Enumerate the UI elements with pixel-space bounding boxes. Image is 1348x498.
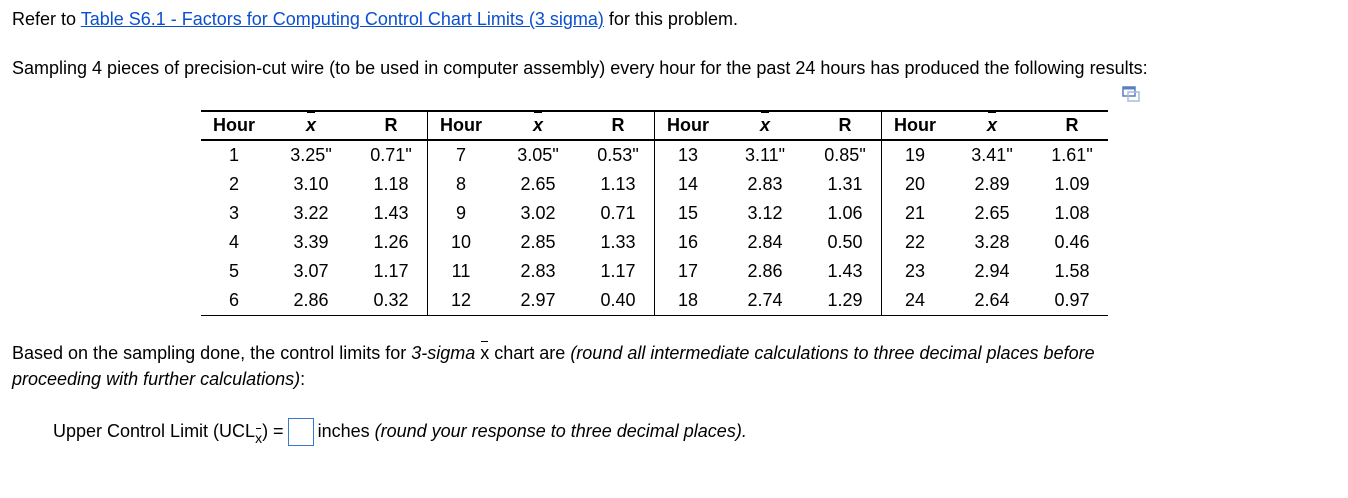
- table-cell: 17: [655, 257, 722, 286]
- table-cell: 2.94: [974, 261, 1010, 281]
- table-cell: 2: [228, 174, 239, 194]
- table-cell: 2.97: [494, 286, 582, 316]
- table-cell: 14: [655, 170, 722, 199]
- table-cell: 1.29: [809, 286, 882, 316]
- ucl-label: Upper Control Limit (UCL: [53, 420, 256, 441]
- table-cell: 3.10: [293, 174, 329, 194]
- table-cell: 20: [882, 170, 949, 199]
- table-cell: 3.25": [290, 145, 332, 165]
- column-header-hour: Hour: [201, 111, 267, 140]
- table-cell: 2.85: [520, 232, 556, 252]
- table-cell: 22: [882, 228, 949, 257]
- table-cell: 10: [428, 228, 495, 257]
- column-header-hour: Hour: [882, 111, 949, 140]
- table-cell: 2.83: [520, 261, 556, 281]
- table-cell: 1.43: [373, 203, 409, 223]
- table-cell: 1.08: [1054, 203, 1090, 223]
- table-cell: 1.26: [373, 232, 409, 252]
- table-cell: 8: [428, 170, 495, 199]
- table-cell: 4: [228, 232, 239, 252]
- ucl-row: Upper Control Limit (UCLx) = inches (round your response to three decimal places).: [53, 418, 747, 446]
- table-cell: 1.31: [827, 174, 863, 194]
- table-cell: 1.09: [1054, 174, 1090, 194]
- table-cell: 6: [201, 286, 267, 316]
- table-cell: 0.71: [600, 203, 636, 223]
- intro-prefix: Refer to: [12, 9, 81, 29]
- table-cell: 0.50: [827, 232, 863, 252]
- table-row: [201, 257, 1108, 286]
- table-cell: 1.18: [373, 174, 409, 194]
- sample-results-table: [201, 110, 1108, 316]
- intro-suffix: for this problem.: [603, 9, 738, 29]
- table-cell: 13: [655, 140, 722, 170]
- table-cell: 3.02: [520, 203, 556, 223]
- column-header-r: R: [355, 111, 428, 140]
- table-cell: 0.71": [370, 145, 412, 165]
- table-cell: 3.11": [744, 145, 786, 165]
- question-text: Based on the sampling done, the control limits for 3-sigma x chart are (round all intermediate calculations to three decimal places before: [12, 343, 1095, 363]
- table-row: [201, 228, 1108, 257]
- table-cell: 9: [428, 199, 495, 228]
- table-cell: 2.65: [520, 174, 556, 194]
- table-cell: 1.58: [1054, 261, 1090, 281]
- table-cell: 1.43: [827, 261, 863, 281]
- column-header-xbar: x: [721, 111, 809, 140]
- column-header-hour: Hour: [428, 111, 495, 140]
- table-cell: 18: [655, 286, 722, 316]
- column-header-r: R: [1036, 111, 1108, 140]
- table-row: [201, 170, 1108, 199]
- table-cell: 2.64: [948, 286, 1036, 316]
- column-header-xbar: x: [948, 111, 1036, 140]
- table-cell: 2.74: [721, 286, 809, 316]
- table-cell: 3.41": [971, 145, 1013, 165]
- table-cell: 1.61": [1051, 145, 1093, 165]
- table-s6-1-link[interactable]: Table S6.1 - Factors for Computing Control Chart Limits (3 sigma): [80, 9, 604, 29]
- table-cell: 1.13: [600, 174, 636, 194]
- table-cell: 2.86: [747, 261, 783, 281]
- question-text-2: proceeding with further calculations):: [12, 369, 306, 389]
- table-cell: 3.07: [293, 261, 329, 281]
- table-cell: 11: [428, 257, 495, 286]
- popout-window-icon[interactable]: [1122, 86, 1140, 102]
- table-row: [201, 199, 1108, 228]
- table-cell: 0.40: [582, 286, 655, 316]
- table-cell: 3.12: [747, 203, 783, 223]
- table-cell: 1.17: [600, 261, 636, 281]
- column-header-xbar: x: [494, 111, 582, 140]
- table-cell: 5: [228, 261, 239, 281]
- table-cell: 23: [882, 257, 949, 286]
- table-cell: 3.39: [293, 232, 329, 252]
- column-header-hour: Hour: [655, 111, 722, 140]
- problem-statement: Sampling 4 pieces of precision-cut wire (to be used in computer assembly) every hour for the past 24 hours has produced the following results:: [12, 58, 1148, 78]
- table-row: [201, 286, 1108, 316]
- table-cell: 0.32: [355, 286, 428, 316]
- table-row: [201, 140, 1108, 170]
- table-cell: 1.17: [373, 261, 409, 281]
- table-cell: 0.85": [824, 145, 866, 165]
- table-cell: 2.83: [747, 174, 783, 194]
- table-cell: 16: [655, 228, 722, 257]
- table-cell: 1: [228, 145, 239, 165]
- table-cell: 1.33: [600, 232, 636, 252]
- table-cell: 1.06: [827, 203, 863, 223]
- table-cell: 3.05": [517, 145, 559, 165]
- table-cell: 12: [428, 286, 495, 316]
- table-cell: 0.46: [1054, 232, 1090, 252]
- table-cell: 15: [655, 199, 722, 228]
- column-header-r: R: [809, 111, 882, 140]
- table-cell: 24: [882, 286, 949, 316]
- table-cell: 3: [228, 203, 239, 223]
- table-cell: 3.22: [293, 203, 329, 223]
- table-cell: 2.86: [267, 286, 355, 316]
- table-cell: 7: [428, 140, 495, 170]
- column-header-xbar: x: [267, 111, 355, 140]
- ucl-answer-input[interactable]: [288, 418, 314, 446]
- column-header-r: R: [582, 111, 655, 140]
- table-cell: 0.97: [1036, 286, 1108, 316]
- table-cell: 2.65: [974, 203, 1010, 223]
- intro-line: [12, 9, 738, 30]
- table-cell: 3.28: [974, 232, 1010, 252]
- table-cell: 2.84: [747, 232, 783, 252]
- table-cell: 21: [882, 199, 949, 228]
- table-cell: 0.53": [597, 145, 639, 165]
- table-cell: 2.89: [974, 174, 1010, 194]
- table-cell: 19: [882, 140, 949, 170]
